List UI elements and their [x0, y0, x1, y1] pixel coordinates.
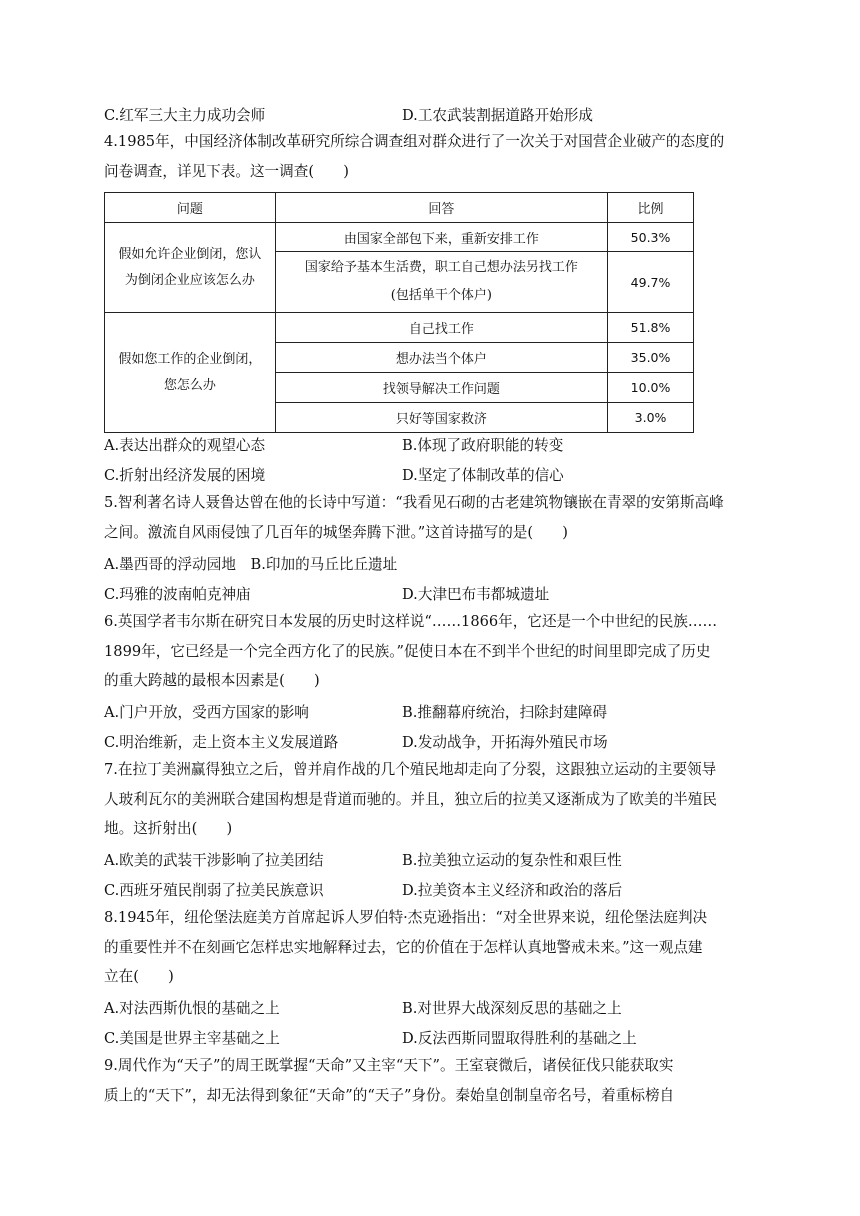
- q4-stem-line1: 4.1985年，中国经济体制改革研究所综合调查组对群众进行了一次关于对国营企业破产的态度的: [104, 133, 725, 150]
- answer-cell: 找领导解决工作问题: [275, 373, 607, 403]
- ratio-cell: 10.0%: [608, 373, 694, 403]
- ratio-cell: 51.8%: [608, 313, 694, 343]
- table-row: [105, 313, 694, 343]
- q7-stem-line2: 人玻利瓦尔的美洲联合建国构想是背道而驰的。并且，独立后的拉美又逐渐成为了欧美的半殖民: [104, 791, 717, 808]
- q7-option-d: D.拉美资本主义经济和政治的落后: [402, 882, 623, 899]
- q6-option-a: A.门户开放，受西方国家的影响: [104, 704, 309, 721]
- answer-line2: (包括单干个体户): [390, 288, 492, 303]
- q8-option-b: B.对世界大战深刻反思的基础之上: [402, 1000, 622, 1017]
- q6-option-b: B.推翻幕府统治，扫除封建障碍: [402, 704, 608, 721]
- q3-option-d: D.工农武装割据道路开始形成: [402, 107, 593, 124]
- answer-line1: 国家给予基本生活费，职工自己想办法另找工作: [304, 260, 578, 275]
- q4-survey-table: [104, 192, 694, 433]
- q9-stem-line2: 质上的“天下”，却无法得到象征“天命”的“天子”身份。秦始皇创制皇帝名号，着重标榜自: [104, 1087, 675, 1104]
- q4-stem-line2: 问卷调查，详见下表。这一调查( ): [104, 163, 349, 180]
- q5-stem-line2: 之间。激流自风雨侵蚀了几百年的城堡奔腾下泄。”这首诗描写的是( ): [104, 524, 568, 541]
- ratio-cell: 3.0%: [608, 403, 694, 433]
- q5-option-ab: A.墨西哥的浮动园地 B.印加的马丘比丘遗址: [104, 556, 398, 573]
- question-cell-1: [105, 223, 276, 313]
- q9-stem-line1: 9.周代作为“天子”的周王既掌握“天命”又主宰“天下”。王室衰微后，诸侯征伐只能获取实: [104, 1057, 674, 1074]
- q4-option-c: C.折射出经济发展的困境: [104, 467, 266, 484]
- answer-cell: [275, 252, 607, 313]
- q8-option-a: A.对法西斯仇恨的基础之上: [104, 1000, 280, 1017]
- q8-stem-line3: 立在( ): [104, 968, 174, 985]
- answer-cell: 想办法当个体户: [275, 343, 607, 373]
- q3-option-c: C.红军三大主力成功会师: [104, 107, 266, 124]
- q8-option-c: C.美国是世界主宰基础之上: [104, 1030, 280, 1047]
- ratio-cell: 35.0%: [608, 343, 694, 373]
- question-2-line1: 假如您工作的企业倒闭，: [118, 351, 262, 367]
- answer-cell: 自己找工作: [275, 313, 607, 343]
- q5-stem-line1: 5.智利著名诗人聂鲁达曾在他的长诗中写道：“我看见石砌的古老建筑物镶嵌在青翠的安第斯高峰: [104, 494, 724, 511]
- q6-stem-line2: 1899年，它已经是一个完全西方化了的民族。”促使日本在不到半个世纪的时间里即完成了历史: [104, 643, 711, 660]
- q4-option-b: B.体现了政府职能的转变: [402, 437, 564, 454]
- table-header-row: [105, 193, 694, 223]
- question-2-line2: 您怎么办: [163, 377, 216, 393]
- q7-stem-line3: 地。这折射出( ): [104, 820, 233, 837]
- question-1-line1: 假如允许企业倒闭，您认: [118, 246, 262, 262]
- answer-cell: 只好等国家救济: [275, 403, 607, 433]
- header-answer: 回答: [275, 193, 607, 223]
- ratio-cell: 49.7%: [608, 252, 694, 313]
- header-ratio: 比例: [608, 193, 694, 223]
- q6-stem-line1: 6.英国学者韦尔斯在研究日本发展的历史时这样说“……1866年，它还是一个中世纪的民族……: [104, 613, 718, 630]
- q6-option-c: C.明治维新，走上资本主义发展道路: [104, 734, 339, 751]
- q8-option-d: D.反法西斯同盟取得胜利的基础之上: [402, 1030, 637, 1047]
- question-1-line2: 为倒闭企业应该怎么办: [124, 272, 255, 288]
- q7-option-b: B.拉美独立运动的复杂性和艰巨性: [402, 852, 622, 869]
- answer-cell: 由国家全部包下来，重新安排工作: [275, 223, 607, 252]
- header-question: 问题: [105, 193, 276, 223]
- q4-option-d: D.坚定了体制改革的信心: [402, 467, 564, 484]
- q7-option-c: C.西班牙殖民削弱了拉美民族意识: [104, 882, 324, 899]
- q4-option-a: A.表达出群众的观望心态: [104, 437, 266, 454]
- question-cell-2: [105, 313, 276, 433]
- q6-stem-line3: 的重大跨越的最根本因素是( ): [104, 672, 320, 689]
- q8-stem-line1: 8.1945年，纽伦堡法庭美方首席起诉人罗伯特·杰克逊指出：“对全世界来说，纽伦堡法庭判决: [104, 909, 708, 926]
- q7-option-a: A.欧美的武装干涉影响了拉美团结: [104, 852, 324, 869]
- table-row: [105, 223, 694, 252]
- q8-stem-line2: 的重要性并不在刻画它怎样忠实地解释过去，它的价值在于怎样认真地警戒未来。”这一观点建: [104, 939, 703, 956]
- q7-stem-line1: 7.在拉丁美洲赢得独立之后，曾并肩作战的几个殖民地却走向了分裂，这跟独立运动的主要领导: [104, 761, 717, 778]
- q6-option-d: D.发动战争，开拓海外殖民市场: [402, 734, 608, 751]
- ratio-cell: 50.3%: [608, 223, 694, 252]
- q5-option-c: C.玛雅的波南帕克神庙: [104, 586, 251, 603]
- q5-option-d: D.大津巴布韦都城遗址: [402, 586, 550, 603]
